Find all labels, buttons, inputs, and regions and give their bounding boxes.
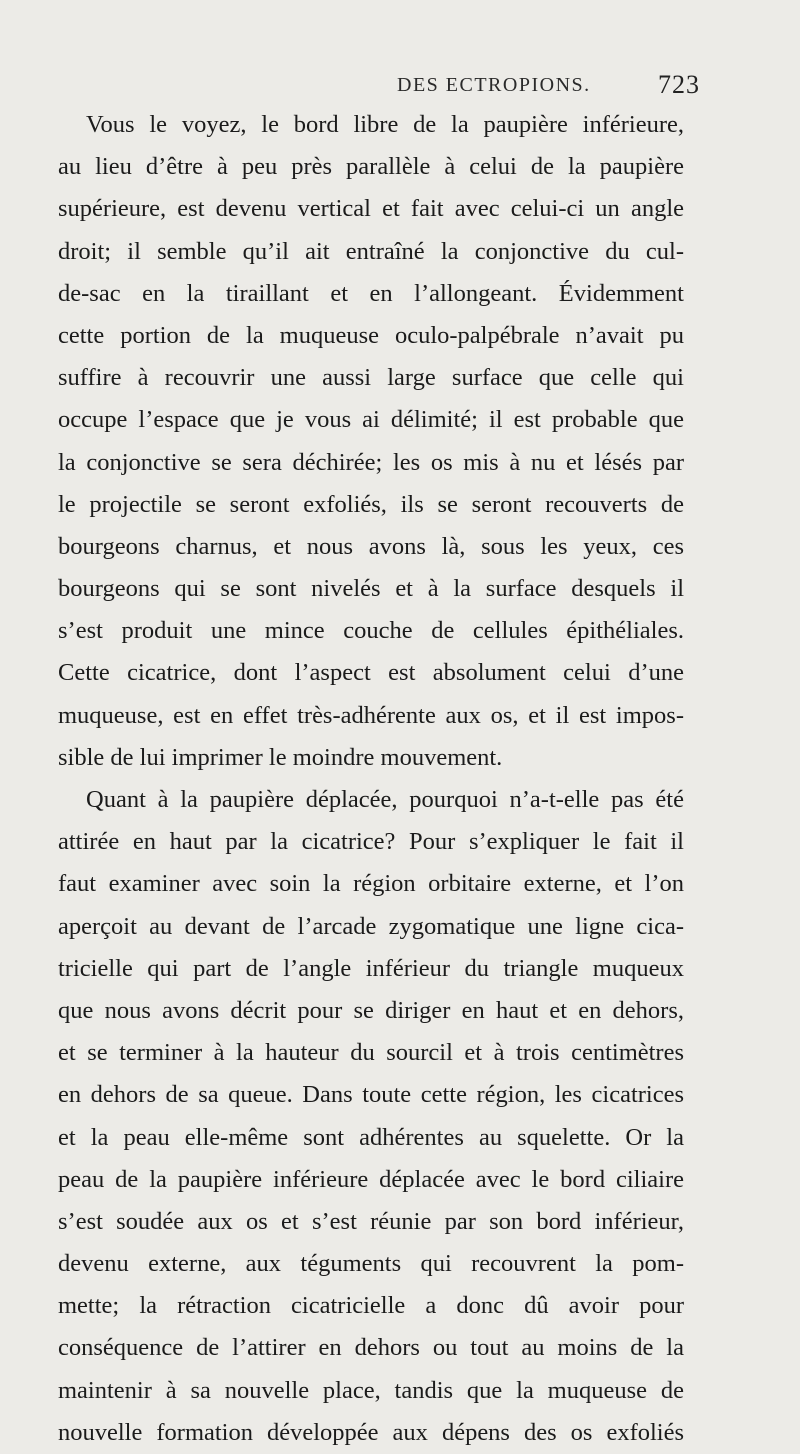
text-line: suffire à recouvrir une aussi large surface que celle qui	[58, 364, 684, 392]
text-line: occupe l’espace que je vous ai délimité; il est probable que	[58, 406, 684, 434]
text-line: nouvelle formation développée aux dépens des os exfoliés	[58, 1418, 684, 1446]
running-title: DES ECTROPIONS.	[397, 74, 591, 96]
text-line: Vous le voyez, le bord libre de la paupière inférieure,	[86, 111, 684, 138]
text-line: bourgeons qui se sont nivelés et à la surface desquels il	[58, 575, 684, 603]
running-head	[0, 70, 800, 104]
text-line: que nous avons décrit pour se diriger en haut et en dehors,	[58, 996, 684, 1024]
text-line: devenu externe, aux téguments qui recouvrent la pom-	[58, 1250, 684, 1278]
text-line: au lieu d’être à peu près parallèle à celui de la paupière	[58, 153, 684, 181]
text-line: s’est soudée aux os et s’est réunie par son bord inférieur,	[58, 1207, 684, 1235]
text-line: le projectile se seront exfoliés, ils se seront recouverts de	[58, 490, 684, 518]
page-number: 723	[658, 70, 700, 99]
text-line: Cette cicatrice, dont l’aspect est absolument celui d’une	[58, 659, 684, 687]
text-line: cette portion de la muqueuse oculo-palpébrale n’avait pu	[58, 321, 684, 349]
text-line: bourgeons charnus, et nous avons là, sous les yeux, ces	[58, 532, 684, 560]
text-line: de-sac en la tiraillant et en l’allongeant. Évidemment	[58, 279, 684, 307]
text-line: droit; il semble qu’il ait entraîné la conjonctive du cul-	[58, 237, 684, 265]
text-line: aperçoit au devant de l’arcade zygomatique une ligne cica-	[58, 912, 684, 940]
text-line: muqueuse, est en effet très-adhérente aux os, et il est impos-	[58, 701, 684, 729]
text-line: et la peau elle-même sont adhérentes au squelette. Or la	[58, 1123, 684, 1151]
text-line: s’est produit une mince couche de cellules épithéliales.	[58, 617, 684, 645]
body-text	[58, 104, 684, 1454]
text-line: supérieure, est devenu vertical et fait avec celui-ci un angle	[58, 195, 684, 223]
text-line: tricielle qui part de l’angle inférieur du triangle muqueux	[58, 954, 684, 982]
text-line: sible de lui imprimer le moindre mouvement.	[58, 743, 503, 771]
text-line: maintenir à sa nouvelle place, tandis que la muqueuse de	[58, 1376, 684, 1404]
text-line: et se terminer à la hauteur du sourcil et à trois centimètres	[58, 1039, 684, 1067]
text-line: peau de la paupière inférieure déplacée avec le bord ciliaire	[58, 1165, 684, 1193]
text-line: faut examiner avec soin la région orbitaire externe, et l’on	[58, 870, 684, 898]
text-line: en dehors de sa queue. Dans toute cette région, les cicatrices	[58, 1081, 684, 1109]
text-line: conséquence de l’attirer en dehors ou tout au moins de la	[58, 1334, 684, 1362]
text-line: attirée en haut par la cicatrice? Pour s’expliquer le fait il	[58, 828, 684, 856]
text-line: la conjonctive se sera déchirée; les os mis à nu et lésés par	[58, 448, 684, 476]
text-line: Quant à la paupière déplacée, pourquoi n’a-t-elle pas été	[86, 786, 684, 813]
text-line: mette; la rétraction cicatricielle a donc dû avoir pour	[58, 1292, 684, 1320]
